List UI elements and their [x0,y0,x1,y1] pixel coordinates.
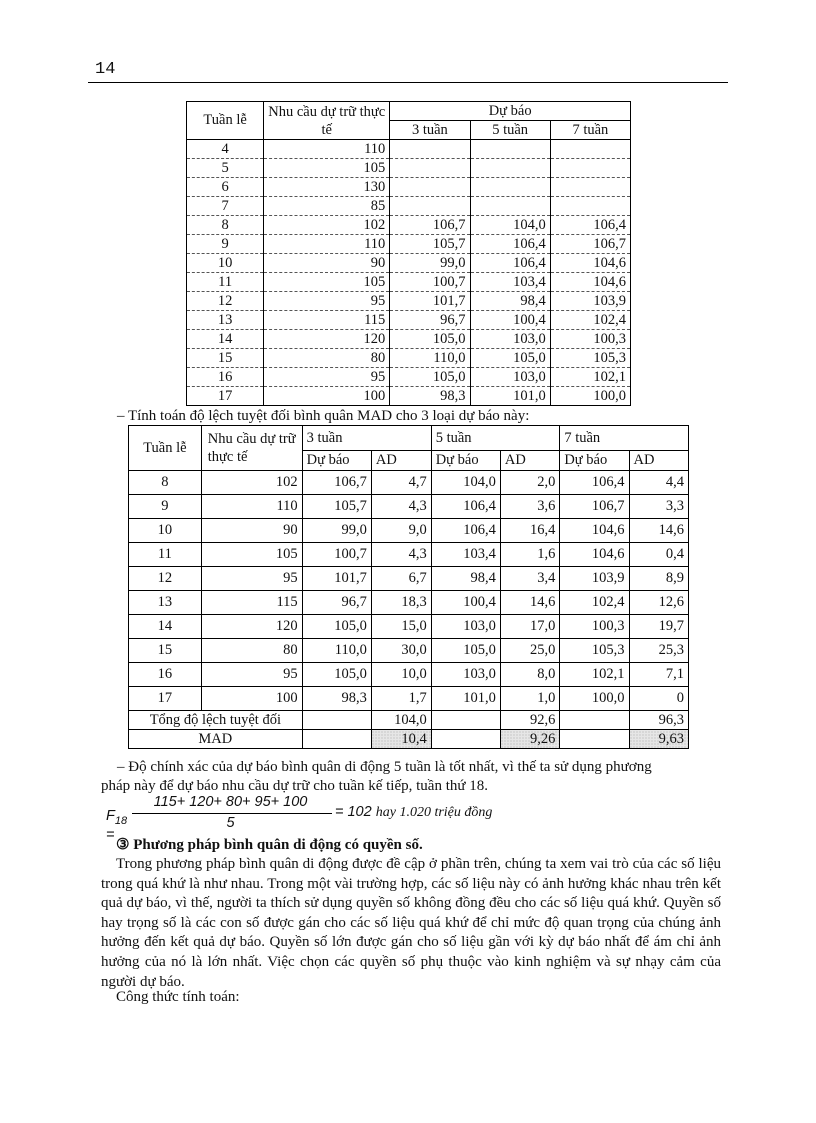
table-row [187,311,631,330]
table-row [129,639,689,663]
cell-ad-7: 3,3 [629,495,688,519]
cell-forecast-3: 105,0 [302,663,371,687]
cell-ad-5: 17,0 [500,615,559,639]
cell-ad-7: 8,9 [629,567,688,591]
table-row [129,663,689,687]
empty-cell [431,730,500,749]
mad-row-ad-3: 10,4 [371,730,431,749]
cell-forecast-3: 99,0 [390,254,470,273]
table-row [129,591,689,615]
cell-forecast-7: 102,1 [560,663,629,687]
cell-forecast-3 [390,197,470,216]
cell-forecast-5 [470,197,550,216]
col-header-week: Tuần lễ [129,426,202,471]
group-header-3-weeks: 3 tuần [302,426,431,451]
col-header-forecast-3: Dự báo [302,451,371,471]
cell-week: 8 [187,216,264,235]
cell-forecast-7: 100,0 [560,687,629,711]
cell-forecast-7: 103,9 [560,567,629,591]
cell-week: 11 [129,543,202,567]
cell-ad-3: 30,0 [371,639,431,663]
cell-ad-3: 4,3 [371,543,431,567]
cell-forecast-3: 110,0 [390,349,470,368]
empty-cell [302,711,371,730]
table-row [187,387,631,406]
cell-week: 12 [187,292,264,311]
conclusion-line-1: – Độ chính xác của dự báo bình quân di động 5 tuần là tốt nhất, vì thế ta sử dụng phương [117,759,652,775]
formula-result-text: hay 1.020 triệu đồng [375,805,493,820]
cell-forecast-3: 105,0 [390,368,470,387]
cell-forecast-7: 104,6 [550,273,630,292]
cell-demand: 100 [201,687,302,711]
cell-demand: 110 [201,495,302,519]
table-row [187,292,631,311]
cell-forecast-7: 106,7 [560,495,629,519]
cell-forecast-7: 104,6 [560,519,629,543]
section-title: ③ Phương pháp bình quân di động có quyền số. [116,837,423,853]
cell-forecast-7: 100,0 [550,387,630,406]
cell-forecast-7: 105,3 [560,639,629,663]
cell-forecast-3: 106,7 [302,471,371,495]
table-row [187,197,631,216]
total-row-ad-5: 92,6 [500,711,559,730]
col-header-demand: Nhu cầu dự trữ thực tế [264,102,390,140]
cell-forecast-7: 104,6 [550,254,630,273]
cell-forecast-5: 103,0 [470,330,550,349]
cell-forecast-5 [470,159,550,178]
cell-forecast-5: 104,0 [470,216,550,235]
formula-label: Công thức tính toán: [116,989,240,1005]
cell-demand: 120 [201,615,302,639]
cell-forecast-3: 96,7 [302,591,371,615]
cell-demand: 85 [264,197,390,216]
cell-week: 8 [129,471,202,495]
col-header-ad-5: AD [500,451,559,471]
cell-forecast-5: 100,4 [431,591,500,615]
cell-week: 9 [187,235,264,254]
col-header-forecast-7: Dự báo [560,451,629,471]
cell-demand: 102 [264,216,390,235]
cell-week: 13 [129,591,202,615]
table-row [187,349,631,368]
cell-forecast-3 [390,140,470,159]
empty-cell [431,711,500,730]
cell-demand: 95 [264,292,390,311]
cell-demand: 105 [201,543,302,567]
cell-forecast-7: 106,7 [550,235,630,254]
total-row-label: Tổng độ lệch tuyệt đối [129,711,303,730]
mad-row [129,730,689,749]
table-row [187,216,631,235]
cell-demand: 105 [264,273,390,292]
cell-ad-5: 8,0 [500,663,559,687]
cell-ad-3: 6,7 [371,567,431,591]
mad-table [128,425,689,749]
empty-cell [560,711,629,730]
cell-forecast-5: 100,4 [470,311,550,330]
mad-intro-text: – Tính toán độ lệch tuyệt đối bình quân MAD cho 3 loại dự báo này: [117,408,530,424]
cell-ad-7: 7,1 [629,663,688,687]
cell-forecast-5: 103,4 [470,273,550,292]
cell-demand: 90 [264,254,390,273]
cell-week: 16 [187,368,264,387]
formula-subscript: 18 [114,814,128,827]
cell-forecast-7: 106,4 [560,471,629,495]
cell-week: 17 [187,387,264,406]
group-header-7-weeks: 7 tuần [560,426,689,451]
cell-ad-3: 1,7 [371,687,431,711]
cell-forecast-5: 98,4 [431,567,500,591]
cell-forecast-7: 102,4 [550,311,630,330]
cell-forecast-5: 103,0 [431,615,500,639]
cell-forecast-3: 101,7 [302,567,371,591]
cell-forecast-3 [390,178,470,197]
table-row [187,235,631,254]
empty-cell [302,730,371,749]
table-row [187,159,631,178]
cell-forecast-7: 106,4 [550,216,630,235]
cell-forecast-7: 103,9 [550,292,630,311]
cell-forecast-5: 103,0 [470,368,550,387]
mad-row-label: MAD [129,730,303,749]
table-row [187,273,631,292]
cell-week: 14 [187,330,264,349]
cell-demand: 102 [201,471,302,495]
table-row [187,178,631,197]
table-row [129,567,689,591]
total-row-ad-3: 104,0 [371,711,431,730]
cell-forecast-7 [550,159,630,178]
total-row [129,711,689,730]
cell-ad-7: 0 [629,687,688,711]
formula-denominator: 5 [226,815,235,831]
cell-ad-3: 10,0 [371,663,431,687]
cell-ad-7: 25,3 [629,639,688,663]
cell-forecast-5 [470,140,550,159]
cell-forecast-5: 105,0 [470,349,550,368]
cell-ad-7: 19,7 [629,615,688,639]
col-header-forecast-5: Dự báo [431,451,500,471]
cell-forecast-5: 106,4 [470,254,550,273]
formula-value: = 102 [335,804,372,820]
cell-demand: 110 [264,140,390,159]
table-row [129,543,689,567]
col-header-3-weeks: 3 tuần [390,121,470,140]
cell-ad-5: 2,0 [500,471,559,495]
col-header-ad-7: AD [629,451,688,471]
cell-forecast-3: 105,0 [390,330,470,349]
cell-forecast-3: 96,7 [390,311,470,330]
cell-demand: 100 [264,387,390,406]
cell-forecast-3: 99,0 [302,519,371,543]
col-header-7-weeks: 7 tuần [550,121,630,140]
cell-demand: 95 [264,368,390,387]
formula-lhs: $F_{18}$ = [106,808,128,843]
col-header-week: Tuần lễ [187,102,264,140]
table-row [129,687,689,711]
cell-forecast-5: 106,4 [431,495,500,519]
table-row [187,368,631,387]
cell-demand: 115 [264,311,390,330]
mad-row-ad-7: 9,63 [629,730,688,749]
cell-ad-7: 0,4 [629,543,688,567]
cell-demand: 95 [201,663,302,687]
cell-week: 17 [129,687,202,711]
cell-forecast-7: 102,4 [560,591,629,615]
table-row [187,330,631,349]
cell-ad-5: 3,4 [500,567,559,591]
cell-forecast-5: 105,0 [431,639,500,663]
cell-ad-5: 3,6 [500,495,559,519]
cell-forecast-3: 105,7 [390,235,470,254]
cell-demand: 80 [264,349,390,368]
cell-forecast-7: 100,3 [550,330,630,349]
cell-week: 6 [187,178,264,197]
cell-forecast-3: 106,7 [390,216,470,235]
cell-week: 16 [129,663,202,687]
cell-ad-7: 14,6 [629,519,688,543]
cell-forecast-3 [390,159,470,178]
cell-forecast-3: 100,7 [390,273,470,292]
cell-forecast-5: 103,4 [431,543,500,567]
total-row-ad-7: 96,3 [629,711,688,730]
forecast-table [186,101,631,406]
page-number: 14 [95,60,116,79]
table-row [129,495,689,519]
formula-symbol: F [106,808,115,824]
col-header-5-weeks: 5 tuần [470,121,550,140]
cell-forecast-5: 101,0 [431,687,500,711]
empty-cell [560,730,629,749]
cell-demand: 80 [201,639,302,663]
cell-forecast-5 [470,178,550,197]
fraction-bar [132,813,332,814]
formula-rhs [335,804,492,821]
cell-forecast-3: 101,7 [390,292,470,311]
mad-row-ad-5: 9,26 [500,730,559,749]
cell-week: 14 [129,615,202,639]
cell-forecast-7 [550,140,630,159]
cell-ad-5: 14,6 [500,591,559,615]
cell-demand: 110 [264,235,390,254]
cell-ad-5: 16,4 [500,519,559,543]
cell-forecast-5: 104,0 [431,471,500,495]
cell-forecast-5: 106,4 [470,235,550,254]
cell-week: 9 [129,495,202,519]
cell-week: 4 [187,140,264,159]
cell-forecast-7: 102,1 [550,368,630,387]
cell-ad-5: 25,0 [500,639,559,663]
group-header-5-weeks: 5 tuần [431,426,560,451]
cell-forecast-5: 103,0 [431,663,500,687]
body-paragraph: Trong phương pháp bình quân di động được đề cập ở phần trên, chúng ta xem vai trò của các số liệu trong quá khứ là như nhau. Trong một vài trường hợp, các số liệu này có ảnh hưởng khác nhau trên kết quả dự báo, vì thế, người ta thích sử dụng quyền số không đồng đều cho các số liệu quá khứ. Quyền số hay trọng số là các con số được gán cho các số liệu quá khứ để chỉ mức độ quan trọng của chúng ảnh hưởng đến kết quả dự báo. Quyền số lớn được gán cho số liệu gần với kỳ dự báo nhất để ám chỉ ảnh hưởng của nó là lớn nhất. Việc chọn các quyền số phụ thuộc vào kinh nghiệm và sự nhạy cảm của người dự báo. [101,856,721,990]
cell-ad-5: 1,0 [500,687,559,711]
cell-forecast-3: 110,0 [302,639,371,663]
cell-week: 11 [187,273,264,292]
cell-forecast-3: 100,7 [302,543,371,567]
cell-demand: 120 [264,330,390,349]
table-row [129,471,689,495]
cell-ad-3: 15,0 [371,615,431,639]
cell-week: 15 [129,639,202,663]
cell-week: 7 [187,197,264,216]
cell-forecast-5: 98,4 [470,292,550,311]
cell-forecast-7: 104,6 [560,543,629,567]
cell-ad-3: 4,3 [371,495,431,519]
conclusion-line-2: pháp này để dự báo nhu cầu dự trữ cho tuần kế tiếp, tuần thứ 18. [101,778,489,794]
cell-forecast-7: 100,3 [560,615,629,639]
cell-week: 13 [187,311,264,330]
cell-demand: 105 [264,159,390,178]
cell-demand: 115 [201,591,302,615]
cell-week: 15 [187,349,264,368]
cell-demand: 90 [201,519,302,543]
cell-forecast-3: 98,3 [390,387,470,406]
col-header-ad-3: AD [371,451,431,471]
col-header-forecast: Dự báo [390,102,631,121]
cell-ad-3: 4,7 [371,471,431,495]
cell-ad-3: 9,0 [371,519,431,543]
cell-forecast-3: 98,3 [302,687,371,711]
table-row [129,615,689,639]
cell-week: 12 [129,567,202,591]
cell-forecast-3: 105,0 [302,615,371,639]
table-row [129,519,689,543]
header-rule [88,82,728,83]
cell-ad-7: 4,4 [629,471,688,495]
col-header-demand: Nhu cầu dự trữ thực tế [201,426,302,471]
cell-week: 10 [129,519,202,543]
cell-week: 5 [187,159,264,178]
cell-forecast-3: 105,7 [302,495,371,519]
cell-demand: 130 [264,178,390,197]
formula-numerator: 115+ 120+ 80+ 95+ 100 [153,794,308,810]
table-row [187,254,631,273]
table-row [187,140,631,159]
cell-ad-7: 12,6 [629,591,688,615]
cell-forecast-7: 105,3 [550,349,630,368]
cell-ad-5: 1,6 [500,543,559,567]
cell-demand: 95 [201,567,302,591]
cell-forecast-5: 106,4 [431,519,500,543]
cell-ad-3: 18,3 [371,591,431,615]
cell-week: 10 [187,254,264,273]
cell-forecast-7 [550,178,630,197]
cell-forecast-7 [550,197,630,216]
cell-forecast-5: 101,0 [470,387,550,406]
